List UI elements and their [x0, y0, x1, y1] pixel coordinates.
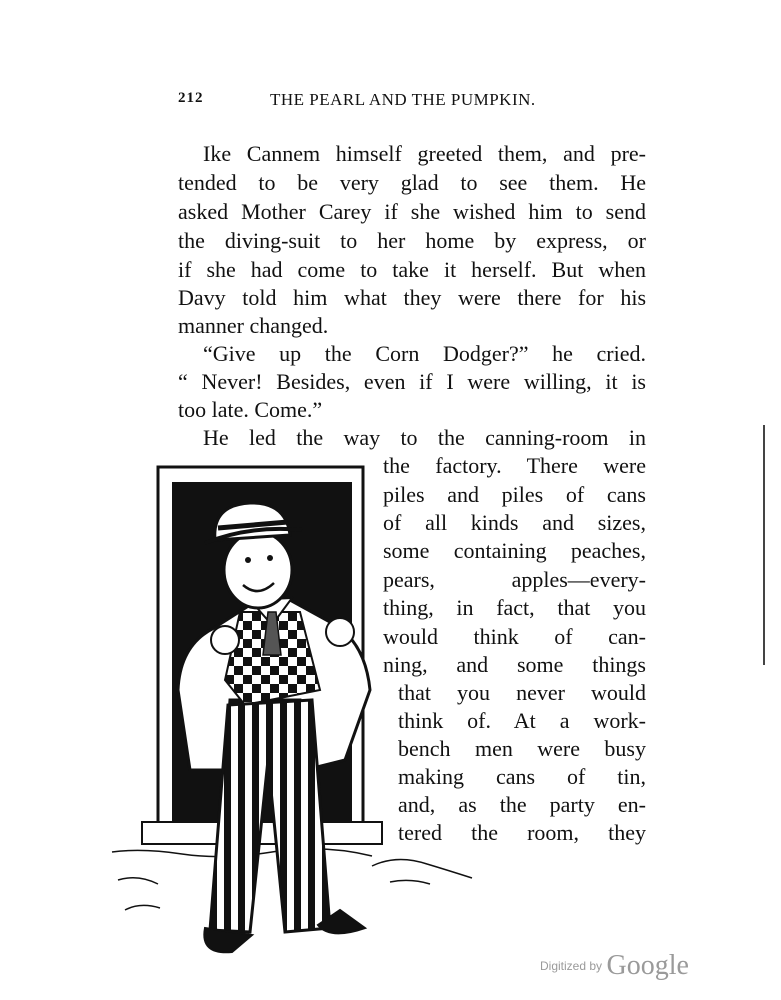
text-line: the diving-suit to her home by express, or	[178, 228, 646, 253]
text-line: piles and piles of cans	[383, 482, 646, 507]
text-line: thing, in fact, that you	[383, 595, 646, 620]
text-line: tered the room, they	[398, 820, 646, 845]
text-line: “Give up the Corn Dodger?” he cried.	[203, 341, 646, 366]
text-line: and, as the party en-	[398, 792, 646, 817]
text-line: would think of can-	[383, 624, 646, 649]
text-line: “ Never! Besides, even if I were willing, it is	[178, 369, 646, 394]
text-line: Ike Cannem himself greeted them, and pre-	[203, 141, 646, 166]
text-line: the factory. There were	[383, 453, 646, 478]
text-line: of all kinds and sizes,	[383, 510, 646, 535]
digitized-watermark	[540, 950, 689, 982]
text-line: manner changed.	[178, 313, 329, 338]
text-line: if she had come to take it herself. But when	[178, 257, 646, 282]
google-logo: Google	[606, 950, 689, 981]
text-line: Davy told him what they were there for his	[178, 285, 646, 310]
page-header	[178, 90, 648, 120]
watermark-prefix: Digitized by	[540, 959, 603, 973]
text-line: too late. Come.”	[178, 397, 323, 422]
text-line: ning, and some things	[383, 652, 646, 677]
running-title: THE PEARL AND THE PUMPKIN.	[270, 90, 536, 109]
text-line: asked Mother Carey if she wished him to send	[178, 199, 646, 224]
page-number: 212	[178, 90, 204, 106]
page-edge-mark	[763, 425, 765, 665]
text-line: some containing peaches,	[383, 538, 646, 563]
text-line: making cans of tin,	[398, 764, 646, 789]
text-line: He led the way to the canning-room in	[203, 425, 646, 450]
text-line: pears, apples—every-	[383, 567, 646, 592]
text-line: tended to be very glad to see them. He	[178, 170, 646, 195]
text-line: bench men were busy	[398, 736, 646, 761]
text-line: that you never would	[398, 680, 646, 705]
ike-cannem-illustration	[100, 462, 485, 962]
text-line: think of. At a work-	[398, 708, 646, 733]
